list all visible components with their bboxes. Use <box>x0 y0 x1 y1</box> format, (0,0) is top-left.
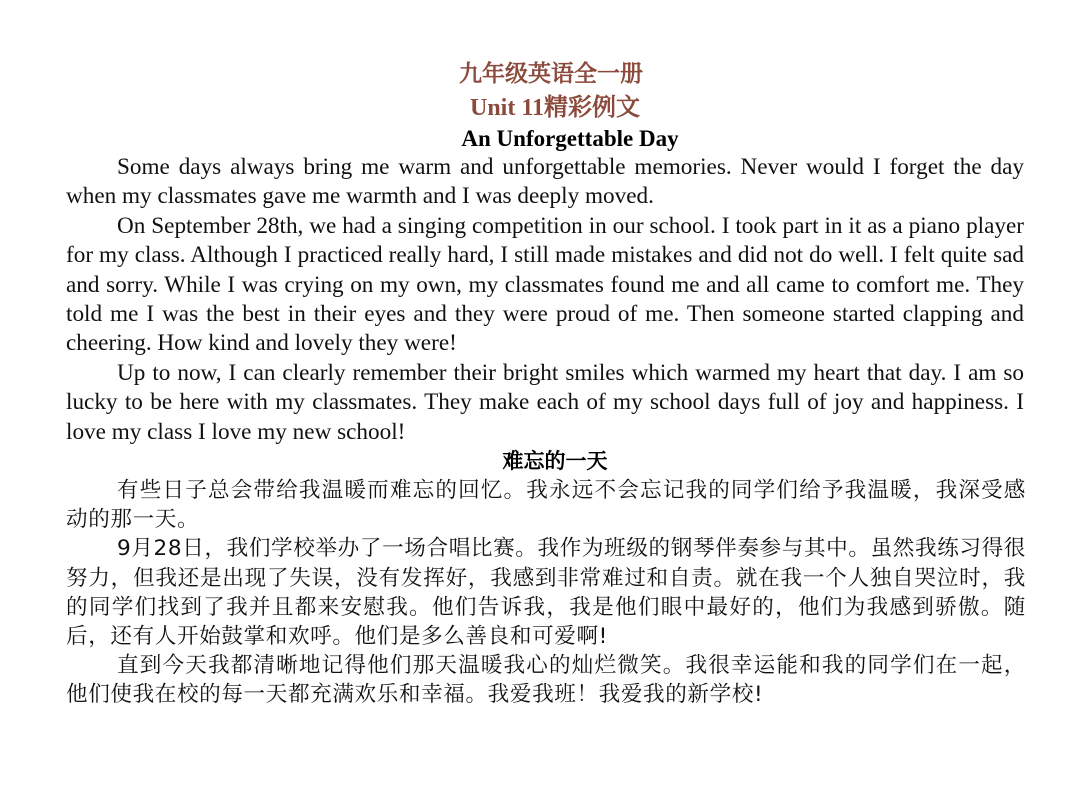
essay-title-english: An Unforgettable Day <box>461 126 679 151</box>
chinese-translation-title: 难忘的一天 <box>502 449 608 473</box>
english-paragraph-1: Some days always bring me warm and unforgettable memories. Never would I forget the day when my classmates gave me warmth and I was deeply moved. <box>66 154 1024 210</box>
chinese-paragraph-3: 直到今天我都清晰地记得他们那天温暖我心的灿烂微笑。我很幸运能和我的同学们在一起，他们使我在校的每一天都充满欢乐和幸福。我爱我班！我爱我的新学校! <box>66 653 1026 708</box>
english-essay-body <box>66 153 1024 447</box>
english-paragraph-3: Up to now, I can clearly remember their bright smiles which warmed my heart that day. I am so lucky to be here with my classmates. They make each of my school days full of joy and happiness. I love my class I love my new school! <box>66 359 1024 445</box>
course-title: 九年级英语全一册 <box>459 61 643 87</box>
chinese-translation-body <box>66 476 1026 710</box>
chinese-paragraph-2: 9月28日，我们学校举办了一场合唱比赛。我作为班级的钢琴伴奏参与其中。虽然我练习得很努力，但我还是出现了失误，没有发挥好，我感到非常难过和自责。就在我一个人独自哭泣时，我的同学们找到了我并且都来安慰我。他们告诉我，我是他们眼中最好的，他们为我感到骄傲。随后，还有人开始鼓掌和欢呼。他们是多么善良和可爱啊! <box>66 536 1026 650</box>
english-paragraph-2: On September 28th, we had a singing competition in our school. I took part in it as a piano player for my class. Although I practiced really hard, I still made mistakes and did not do well. I felt quite sad and sorry. While I was crying on my own, my classmates found me and all came to comfort me. They told me I was the best in their eyes and they were proud of me. Then someone started clapping and cheering. How kind and lovely they were! <box>66 212 1024 357</box>
chinese-paragraph-1: 有些日子总会带给我温暖而难忘的回忆。我永远不会忘记我的同学们给予我温暖，我深受感动的那一天。 <box>66 478 1026 533</box>
unit-title: Unit 11精彩例文 <box>469 95 640 121</box>
